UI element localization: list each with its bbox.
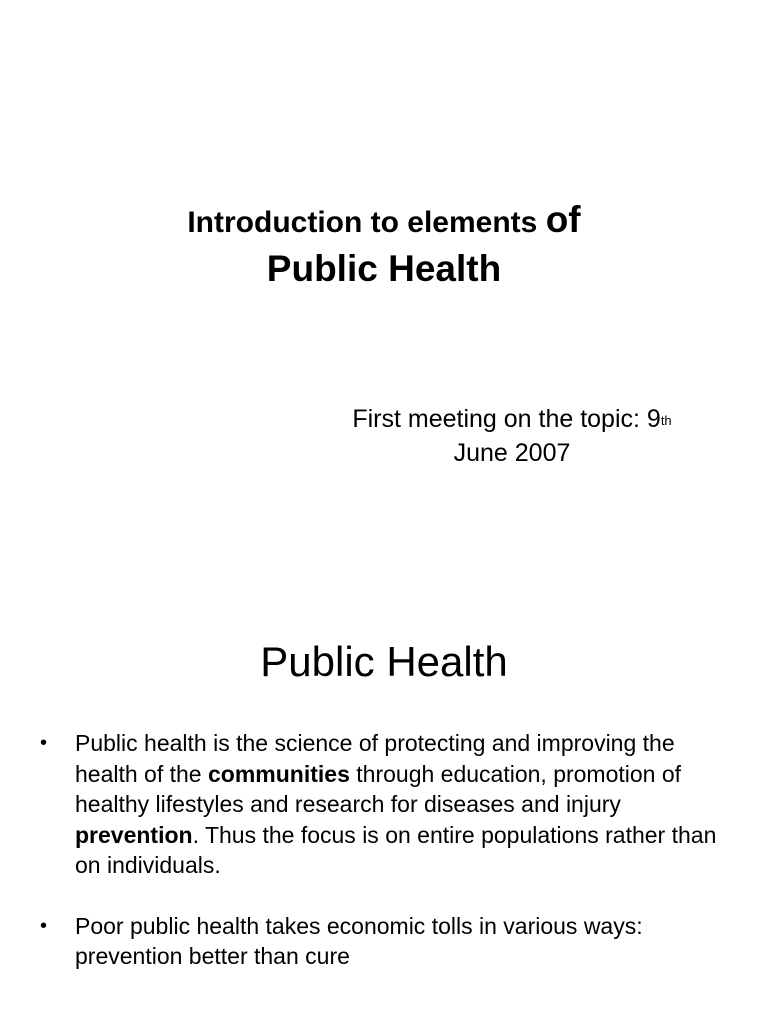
bullet-marker: • [40, 732, 48, 754]
bullet-2-text: Poor public health takes economic tolls in various ways: prevention better than cure [75, 912, 643, 969]
bullet-1-bold-prevention: prevention [75, 821, 193, 848]
bullet-1-bold-communities: communities [208, 760, 350, 787]
bullet-marker: • [40, 914, 48, 937]
slide-2-title: Public Health [260, 638, 508, 685]
title-line-1-main: Introduction to elements [187, 206, 538, 239]
slide-2 [0, 576, 768, 1024]
bullet-list [40, 728, 740, 1002]
subtitle-line-2: June 2007 [453, 439, 571, 467]
title-line-2: Public Health [266, 248, 502, 289]
title-line-1-of: of [545, 199, 581, 240]
bullet-1-text-1: Public health is the science of protecting and improving the health of the [75, 730, 675, 787]
bullet-1-text-2: through education, promotion of healthy lifestyles and research for diseases and injury [75, 760, 682, 817]
bullet-item-1 [40, 728, 740, 881]
bullet-1-text-3: . Thus the focus is on entire populations rather than on individuals. [75, 821, 717, 878]
subtitle-superscript: th [660, 413, 672, 428]
title-line-1 [0, 196, 768, 244]
subtitle-line-1 [312, 402, 712, 436]
slide-1-subtitle [312, 402, 712, 470]
bullet-item-2 [40, 911, 740, 972]
slide-1-title [0, 196, 768, 294]
subtitle-prefix: First meeting on the topic: 9 [352, 405, 661, 433]
